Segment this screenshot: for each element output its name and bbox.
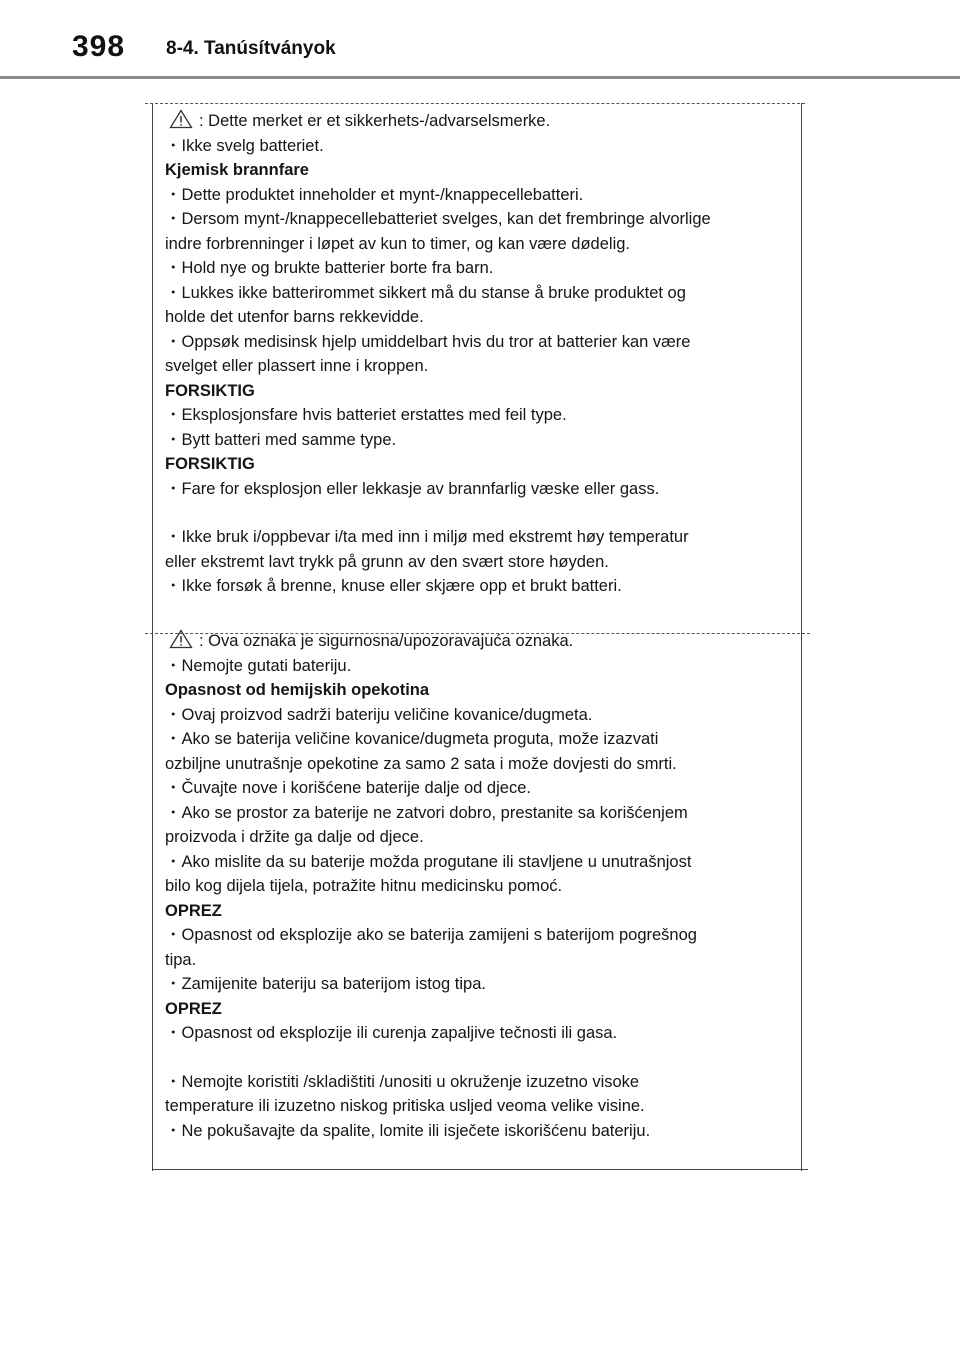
section-title: 8-4. Tanúsítványok [166, 38, 336, 59]
page-number: 398 [72, 30, 126, 63]
text-line: ・Ne pokušavajte da spalite, lomite ili isječete iskorišćenu bateriju. [165, 1121, 651, 1140]
text-line: tipa. [165, 950, 197, 969]
text-line: ・Ako mislite da su baterije možda progutane ili stavljene u unutrašnjost [165, 852, 692, 871]
warning-triangle-icon [169, 109, 193, 129]
text-line: svelget eller plassert inne i kroppen. [165, 357, 429, 375]
caution-heading: FORSIKTIG [165, 381, 255, 400]
text-line: eller ekstremt lavt trykk på grunn av den svært store høyden. [165, 552, 609, 571]
text-line: ・Ako se baterija veličine kovanice/dugmeta proguta, može izazvati [165, 730, 659, 748]
warning-mark-line [165, 109, 785, 134]
text-line: ・Čuvajte nove i korišćene baterije dalje od djece. [165, 779, 531, 797]
caution-heading: FORSIKTIG [165, 455, 255, 473]
warning-mark-text: : Ova oznaka je sigurnosna/upozoravajuća oznaka. [199, 632, 574, 650]
text-line: ・Bytt batteri med samme type. [165, 430, 397, 449]
text-line: ・Ikke svelg batteriet. [165, 136, 324, 155]
warning-mark-line [165, 629, 785, 654]
warning-mark-text: : Dette merket er et sikkerhets-/advarselsmerke. [199, 112, 551, 130]
caution-heading: OPREZ [165, 901, 222, 920]
text-line: holde det utenfor barns rekkevidde. [165, 308, 424, 326]
text-line: proizvoda i držite ga dalje od djece. [165, 828, 424, 846]
scanned-label-panel [145, 97, 810, 1172]
text-line: ・Opasnost od eksplozije ili curenja zapaljive tečnosti ili gasa. [165, 1024, 618, 1042]
text-line: bilo kog dijela tijela, potražite hitnu medicinsku pomoć. [165, 877, 563, 895]
text-line: ・Dersom mynt-/knappecellebatteriet svelges, kan det frembringe alvorlige [165, 210, 711, 228]
text-line: ・Zamijenite bateriju sa baterijom istog tipa. [165, 975, 486, 993]
text-line: ・Eksplosjonsfare hvis batteriet erstattes med feil type. [165, 406, 567, 424]
text-line: ・Oppsøk medisinsk hjelp umiddelbart hvis du tror at batterier kan være [165, 332, 691, 351]
text-line: ・Nemojte koristiti /skladištiti /unositi u okruženje izuzetno visoke [165, 1072, 640, 1091]
text-line: ・Hold nye og brukte batterier borte fra barn. [165, 259, 494, 277]
text-line: ・Nemojte gutati bateriju. [165, 656, 352, 675]
warning-triangle-icon [169, 629, 193, 649]
text-line: indre forbrenninger i løpet av kun to timer, og kan være dødelig. [165, 234, 630, 253]
header-divider [0, 76, 960, 79]
norwegian-section [165, 109, 785, 599]
border-right [801, 103, 802, 1171]
text-line: ・Fare for eksplosjon eller lekkasje av brannfarlig væske eller gass. [165, 479, 660, 498]
text-line: ・Ovaj proizvod sadrži bateriju veličine kovanice/dugmeta. [165, 705, 593, 724]
section-heading: Kjemisk brannfare [165, 161, 309, 179]
text-line: ・Dette produktet inneholder et mynt-/knappecellebatteri. [165, 185, 584, 204]
section-heading: Opasnost od hemijskih opekotina [165, 681, 430, 699]
text-line: temperature ili izuzetno niskog pritiska usljed veoma velike visine. [165, 1097, 645, 1115]
border-left [152, 103, 153, 1171]
page-header [0, 0, 960, 80]
text-line: ・Opasnost od eksplozije ako se baterija zamijeni s baterijom pogrešnog [165, 926, 697, 944]
text-line: ・Ikke forsøk å brenne, knuse eller skjære opp et brukt batteri. [165, 577, 622, 595]
croatian-section [165, 629, 785, 1143]
border-bottom [152, 1169, 808, 1170]
text-line: ・Ikke bruk i/oppbevar i/ta med inn i miljø med ekstremt høy temperatur [165, 528, 689, 546]
text-line: ozbiljne unutrašnje opekotine za samo 2 sata i može dovjesti do smrti. [165, 754, 677, 773]
dashed-border-top [145, 103, 805, 104]
text-line: ・Lukkes ikke batterirommet sikkert må du stanse å bruke produktet og [165, 283, 686, 302]
caution-heading: OPREZ [165, 999, 222, 1018]
text-line: ・Ako se prostor za baterije ne zatvori dobro, prestanite sa korišćenjem [165, 803, 688, 822]
